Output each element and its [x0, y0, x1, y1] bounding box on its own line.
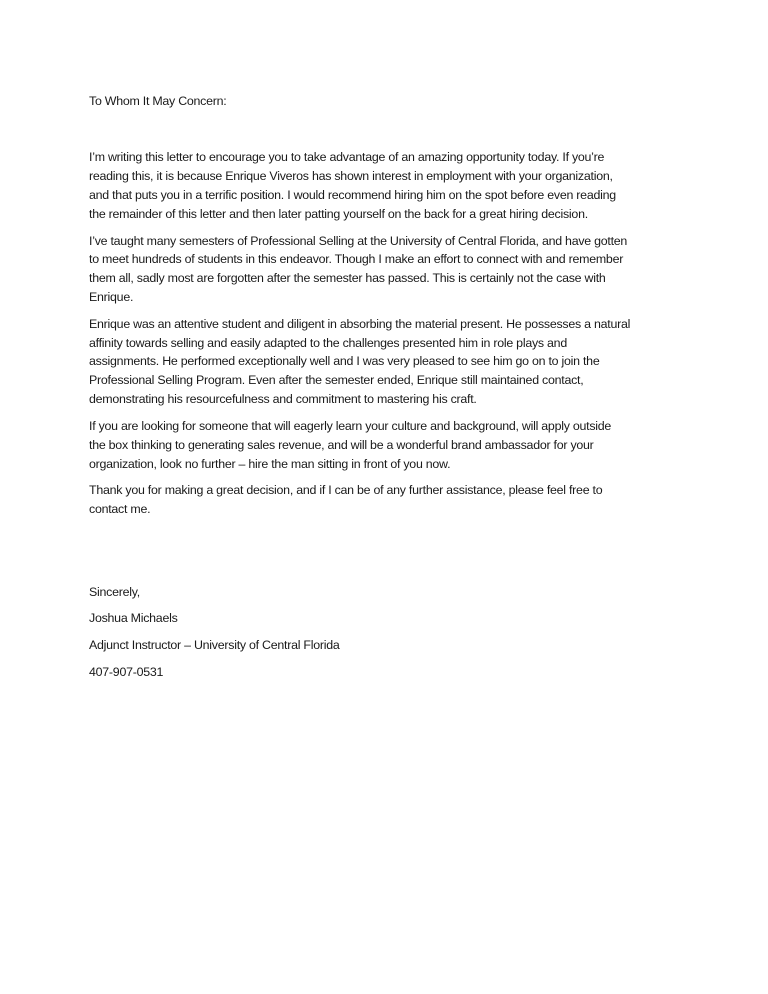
paragraph-line: them all, sadly most are forgotten after the semester has passed. This is certainly not the case with — [89, 271, 606, 286]
paragraph-line: affinity towards selling and easily adapted to the challenges presented him in role plays and — [89, 335, 567, 350]
paragraph-line: Enrique was an attentive student and diligent in absorbing the material present. He possesses a natural — [89, 316, 631, 331]
paragraph-recommendation — [89, 417, 689, 474]
closing-phrase: Sincerely, — [89, 584, 140, 599]
paragraph-line: Thank you for making a great decision, and if I can be of any further assistance, please feel free to — [89, 482, 603, 497]
paragraph-line: and that puts you in a terrific position. I would recommend hiring him on the spot before even reading — [89, 188, 616, 203]
paragraph-line: I’m writing this letter to encourage you to take advantage of an amazing opportunity today. If you’re — [89, 150, 605, 165]
signer-phone: 407-907-0531 — [89, 664, 164, 679]
paragraph-line: assignments. He performed exceptionally well and I was very pleased to see him go on to join the — [89, 354, 600, 369]
paragraph-line: If you are looking for someone that will eagerly learn your culture and background, will apply outside — [89, 418, 612, 433]
paragraph-closing — [89, 481, 689, 519]
letter-body — [89, 92, 689, 690]
signer-name: Joshua Michaels — [89, 611, 178, 626]
paragraph-line: reading this, it is because Enrique Viveros has shown interest in employment with your organization, — [89, 169, 613, 184]
salutation: To Whom It May Concern: — [89, 94, 227, 108]
paragraph-line: Professional Selling Program. Even after the semester ended, Enrique still maintained contact, — [89, 373, 584, 388]
paragraph-line: the remainder of this letter and then later patting yourself on the back for a great hiring decision. — [89, 207, 588, 222]
paragraph-line: demonstrating his resourcefulness and commitment to mastering his craft. — [89, 392, 477, 407]
paragraph-line: to meet hundreds of students in this endeavor. Though I make an effort to connect with and remember — [89, 252, 624, 267]
paragraph-line: I’ve taught many semesters of Professional Selling at the University of Central Florida, and have gotten — [89, 233, 628, 248]
signer-title: Adjunct Instructor – University of Central Florida — [89, 638, 340, 653]
paragraph-background — [89, 232, 689, 308]
paragraph-line: organization, look no further – hire the man sitting in front of you now. — [89, 456, 451, 471]
paragraph-line: contact me. — [89, 501, 151, 516]
paragraph-line: the box thinking to generating sales revenue, and will be a wonderful brand ambassador for your — [89, 437, 594, 452]
paragraph-performance — [89, 315, 689, 410]
paragraph-line: Enrique. — [89, 290, 134, 305]
paragraph-intro — [89, 148, 689, 224]
